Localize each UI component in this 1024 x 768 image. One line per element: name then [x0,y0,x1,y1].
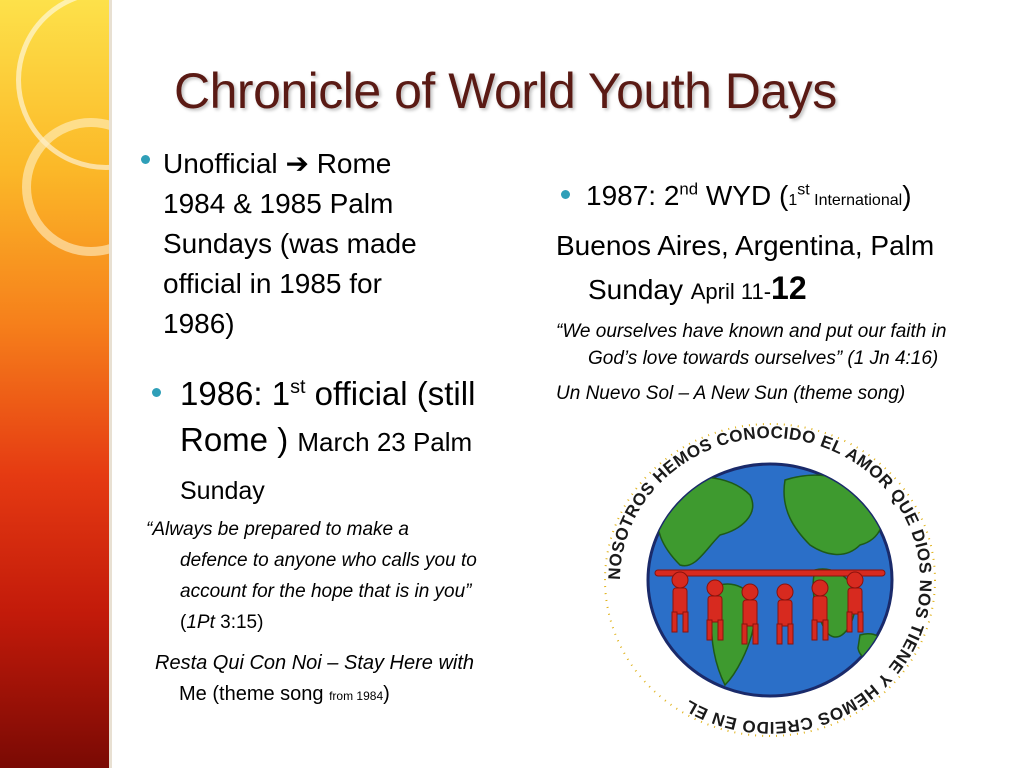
wyd-1987-location: Buenos Aires, Argentina, Palm Sunday April 11-12 [556,230,935,306]
scripture-quote-1986: “Always be prepared to make a defence to anyone who calls you to account for the hope that is in you” (1Pt 3:15) [146,519,477,633]
theme-song-1987: Un Nuevo Sol – A New Sun (theme song) [556,383,906,404]
sidebar-divider [109,0,112,768]
decorative-sidebar [0,0,112,768]
decorative-ring-icon [22,118,112,256]
bullet-icon [152,388,161,397]
globe-logo-icon [600,420,940,740]
arrow-right-icon: ➔ [285,148,309,179]
logo-ring-text: NOSOTROS HEMOS CONOCIDO EL AMOR QUE DIOS NOS TIENE Y HEMOS CREIDO EN EL [604,422,936,738]
bullet-icon [561,190,570,199]
scripture-quote-1987: “We ourselves have known and put our faith in God’s love towards ourselves” (1 Jn 4:16) [556,321,947,369]
theme-song-1986: Resta Qui Con Noi – Stay Here with Me (theme song from 1984) [155,652,475,705]
unofficial-bullet-text: Unofficial ➔ Rome 1984 & 1985 Palm Sundays (was made official in 1985 for 1986) [163,148,417,339]
wyd-1987-bullet-text: 1987: 2nd WYD (1st International) [586,179,912,211]
slide-title: Chronicle of World Youth Days [174,63,837,119]
wyd-1986-bullet-text: 1986: 1st official (still Rome ) March 23 Palm Sunday [180,375,476,505]
bullet-icon [141,155,150,164]
